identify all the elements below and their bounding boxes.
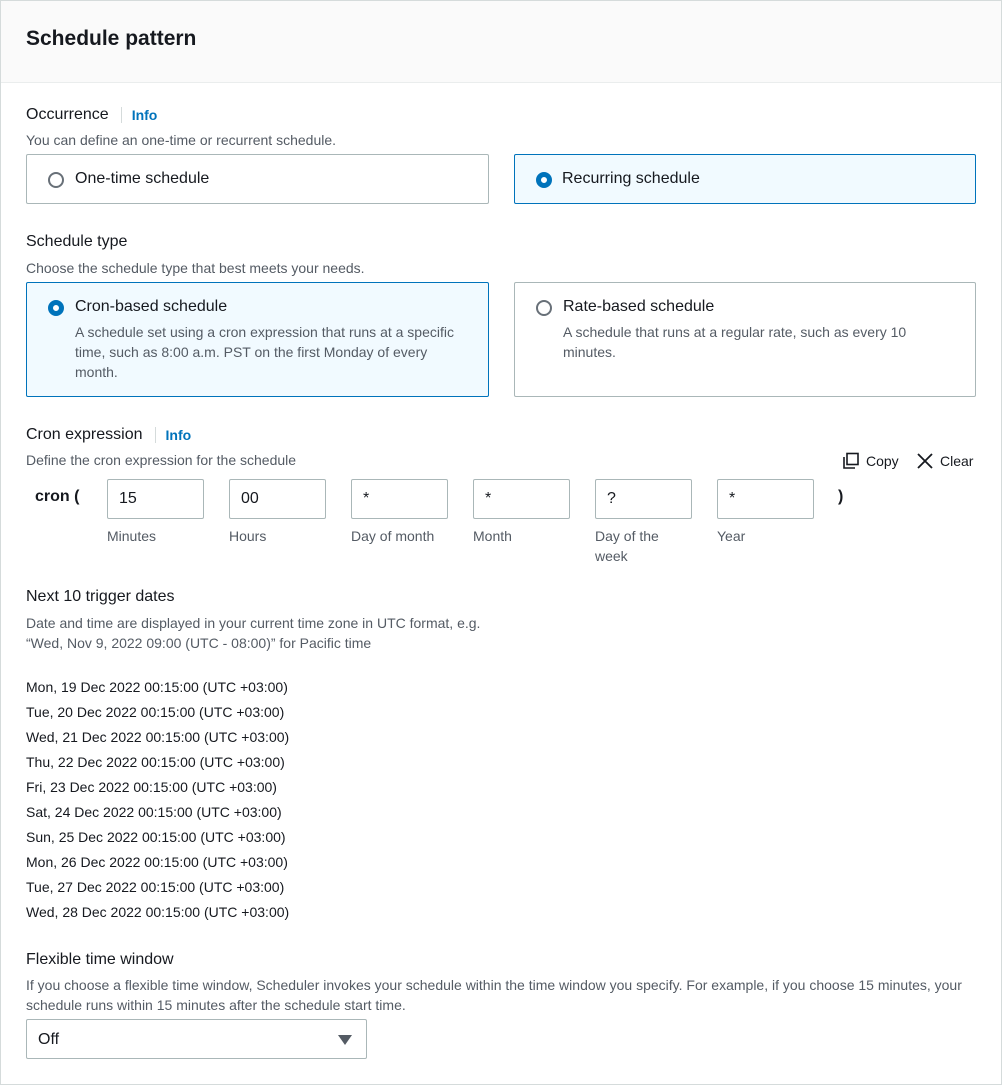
- recurring-schedule-option[interactable]: [514, 154, 976, 204]
- caret-down-icon: [338, 1034, 352, 1046]
- trigger-dates-label: Next 10 trigger dates: [26, 588, 175, 605]
- recurring-radio[interactable]: [536, 172, 552, 188]
- close-icon: [916, 452, 934, 470]
- copy-button[interactable]: [842, 452, 899, 470]
- trigger-date: Wed, 21 Dec 2022 00:15:00 (UTC +03:00): [26, 729, 290, 745]
- recurring-label: Recurring schedule: [562, 170, 700, 187]
- rate-based-schedule-option[interactable]: [514, 282, 976, 397]
- cron-based-label: Cron-based schedule: [75, 298, 228, 315]
- one-time-radio[interactable]: [48, 172, 64, 188]
- trigger-dates-list: [26, 675, 289, 925]
- copy-label: Copy: [866, 453, 899, 469]
- cron-based-description: A schedule set using a cron expression that runs at a specific time, such as 8:00 a.m. PST on the first Monday of every month.: [75, 324, 454, 380]
- hours-input[interactable]: 00: [229, 479, 326, 519]
- trigger-date: Sat, 24 Dec 2022 00:15:00 (UTC +03:00): [26, 804, 282, 820]
- trigger-date: Fri, 23 Dec 2022 00:15:00 (UTC +03:00): [26, 779, 277, 795]
- trigger-date: Tue, 27 Dec 2022 00:15:00 (UTC +03:00): [26, 879, 285, 895]
- flexible-window-label: Flexible time window: [26, 951, 174, 968]
- trigger-date: Mon, 19 Dec 2022 00:15:00 (UTC +03:00): [26, 679, 288, 695]
- month-input[interactable]: *: [473, 479, 570, 519]
- schedule-type-label-row: [26, 233, 127, 251]
- cron-expression-label-row: [26, 426, 191, 444]
- cron-prefix: cron (: [35, 488, 80, 505]
- rate-based-radio[interactable]: [536, 300, 552, 316]
- trigger-dates-label-row: [26, 588, 175, 606]
- one-time-schedule-option[interactable]: [26, 154, 489, 204]
- rate-based-description: A schedule that runs at a regular rate, such as every 10 minutes.: [563, 324, 907, 360]
- cron-suffix: ): [838, 488, 844, 505]
- one-time-label: One-time schedule: [75, 170, 210, 187]
- trigger-dates-description: Date and time are displayed in your current time zone in UTC format, e.g. “Wed, Nov 9, 2022 09:00 (UTC - 08:00)” for Pacific time: [26, 615, 481, 651]
- panel-title: Schedule pattern: [26, 27, 197, 50]
- schedule-type-description: Choose the schedule type that best meets your needs.: [26, 260, 365, 276]
- occurrence-label: Occurrence: [26, 106, 109, 123]
- day-of-month-label: Day of month: [351, 528, 435, 544]
- schedule-type-label: Schedule type: [26, 233, 128, 250]
- clear-label: Clear: [940, 453, 974, 469]
- cron-expression-description: Define the cron expression for the schedule: [26, 452, 297, 468]
- flexible-window-label-row: [26, 951, 174, 969]
- occurrence-label-row: [26, 106, 157, 124]
- occurrence-description: You can define an one-time or recurrent schedule.: [26, 132, 337, 148]
- cron-based-radio[interactable]: [48, 300, 64, 316]
- clear-button[interactable]: [916, 452, 973, 470]
- panel-header: [1, 1, 1001, 83]
- minutes-input[interactable]: 15: [107, 479, 204, 519]
- cron-expression-label: Cron expression: [26, 426, 143, 443]
- year-input[interactable]: *: [717, 479, 814, 519]
- day-of-week-label: Day of the week: [595, 528, 659, 564]
- day-of-month-input[interactable]: *: [351, 479, 448, 519]
- cron-info-link[interactable]: Info: [155, 427, 192, 443]
- month-label: Month: [473, 528, 512, 544]
- trigger-date: Thu, 22 Dec 2022 00:15:00 (UTC +03:00): [26, 754, 285, 770]
- trigger-date: Mon, 26 Dec 2022 00:15:00 (UTC +03:00): [26, 854, 288, 870]
- flexible-window-value: Off: [38, 1031, 60, 1048]
- trigger-date: Sun, 25 Dec 2022 00:15:00 (UTC +03:00): [26, 829, 286, 845]
- cron-based-schedule-option[interactable]: [26, 282, 489, 397]
- day-of-week-input[interactable]: ?: [595, 479, 692, 519]
- year-label: Year: [717, 528, 746, 544]
- occurrence-info-link[interactable]: Info: [121, 107, 158, 123]
- copy-icon: [842, 452, 860, 470]
- trigger-date: Tue, 20 Dec 2022 00:15:00 (UTC +03:00): [26, 704, 285, 720]
- hours-label: Hours: [229, 528, 267, 544]
- rate-based-label: Rate-based schedule: [563, 298, 715, 315]
- trigger-date: Wed, 28 Dec 2022 00:15:00 (UTC +03:00): [26, 904, 290, 920]
- minutes-label: Minutes: [107, 528, 157, 544]
- flexible-window-description: If you choose a flexible time window, Scheduler invokes your schedule within the time window you specify. For example, if you choose 15 minutes, your schedule runs within 15 minutes after the schedule start time.: [26, 977, 962, 1013]
- flexible-window-select[interactable]: [26, 1019, 367, 1059]
